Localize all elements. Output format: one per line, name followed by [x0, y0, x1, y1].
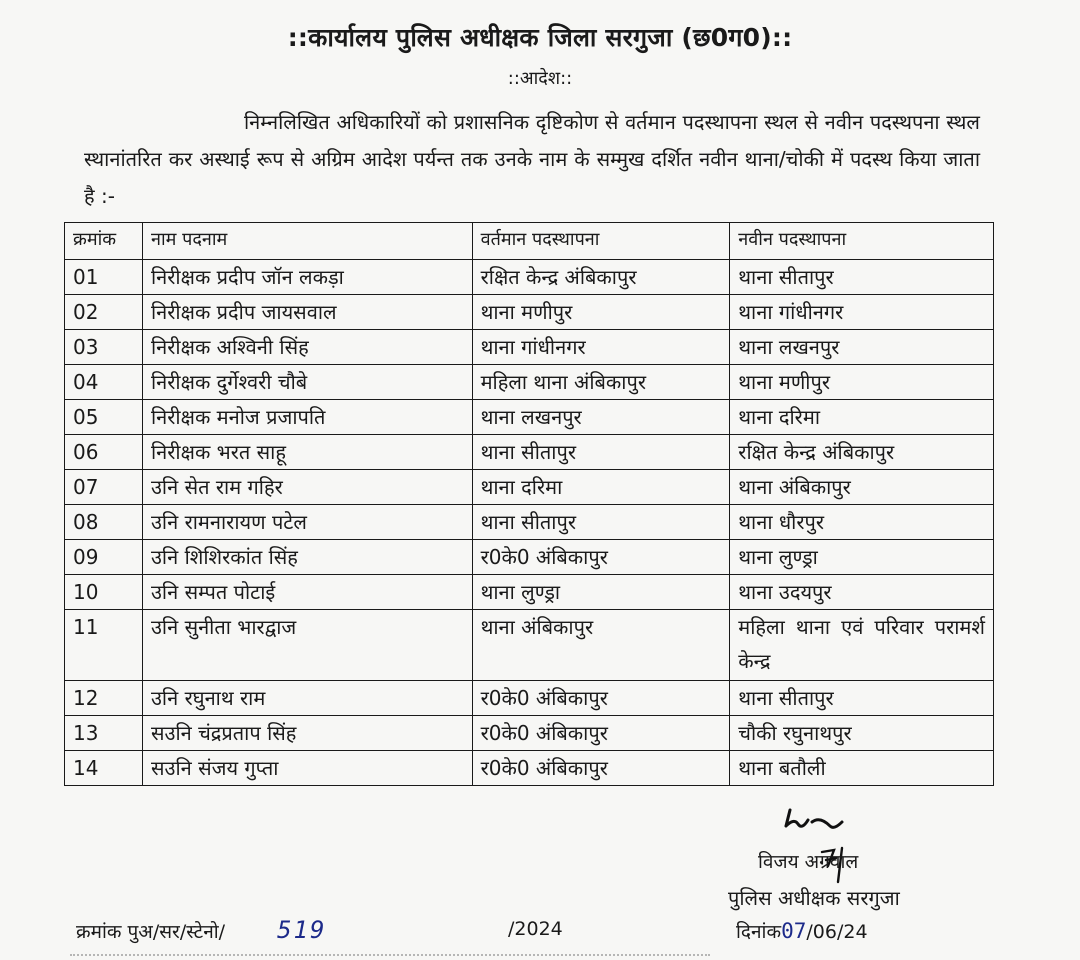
- cell-name: निरीक्षक भरत साहू: [142, 435, 472, 470]
- cell-new: थाना लुण्ड्रा: [730, 540, 994, 575]
- table-row: [65, 435, 994, 470]
- table-row: [65, 540, 994, 575]
- header-current-posting: वर्तमान पदस्थापना: [472, 223, 730, 260]
- cell-new: थाना धौरपुर: [730, 505, 994, 540]
- cell-current: र0के0 अंबिकापुर: [472, 751, 730, 786]
- cell-new: थाना सीतापुर: [730, 260, 994, 295]
- table-header-row: [65, 223, 994, 260]
- cell-current: थाना मणीपुर: [472, 295, 730, 330]
- cell-serial: 08: [65, 505, 143, 540]
- office-title: ::कार्यालय पुलिस अधीक्षक जिला सरगुजा (छ0ग0)::: [287, 23, 793, 52]
- cell-current: र0के0 अंबिकापुर: [472, 540, 730, 575]
- cell-new: रक्षित केन्द्र अंबिकापुर: [730, 435, 994, 470]
- signatory-designation: पुलिस अधीक्षक सरगुजा: [728, 886, 900, 910]
- handwritten-date-day: 07: [781, 919, 807, 943]
- table-row: [65, 716, 994, 751]
- signatory-name: विजय अग्रवाल: [758, 851, 859, 873]
- date-month-year: /06/24: [806, 921, 868, 943]
- cell-name: उनि रामनारायण पटेल: [142, 505, 472, 540]
- table-row: [65, 505, 994, 540]
- cell-current: थाना अंबिकापुर: [472, 610, 730, 681]
- header-serial: क्रमांक: [65, 223, 143, 260]
- cell-name: सउनि चंद्रप्रताप सिंह: [142, 716, 472, 751]
- order-heading: ::आदेश::: [507, 68, 573, 89]
- cell-name: उनि सम्पत पोटाई: [142, 575, 472, 610]
- cell-new: थाना गांधीनगर: [730, 295, 994, 330]
- cell-name: उनि सुनीता भारद्वाज: [142, 610, 472, 681]
- cell-serial: 11: [65, 610, 143, 681]
- table-row: [65, 400, 994, 435]
- cell-serial: 12: [65, 681, 143, 716]
- cell-serial: 07: [65, 470, 143, 505]
- cell-name: सउनि संजय गुप्ता: [142, 751, 472, 786]
- table-row: [65, 470, 994, 505]
- date-label: दिनांक: [736, 921, 782, 943]
- table-row: [65, 365, 994, 400]
- cell-new: महिला थाना एवं परिवार परामर्श केन्द्र: [730, 610, 994, 681]
- cell-current: र0के0 अंबिकापुर: [472, 681, 730, 716]
- cell-new: चौकी रघुनाथपुर: [730, 716, 994, 751]
- cell-serial: 01: [65, 260, 143, 295]
- cell-name: निरीक्षक मनोज प्रजापति: [142, 400, 472, 435]
- cell-name: उनि सेत राम गहिर: [142, 470, 472, 505]
- cell-name: निरीक्षक प्रदीप जॉन लकड़ा: [142, 260, 472, 295]
- order-date: [736, 918, 868, 944]
- cell-name: निरीक्षक दुर्गेश्वरी चौबे: [142, 365, 472, 400]
- cell-current: थाना लखनपुर: [472, 400, 730, 435]
- reference-label: क्रमांक पुअ/सर/स्टेनो/: [76, 921, 226, 943]
- cell-serial: 06: [65, 435, 143, 470]
- cell-serial: 03: [65, 330, 143, 365]
- table-row: [65, 610, 994, 681]
- intro-text: निम्नलिखित अधिकारियों को प्रशासनिक दृष्टिकोण से वर्तमान पदस्थापना स्थल से नवीन पदस्थपना स्थल स्थानांतरित कर अस्थाई रूप से अग्रिम आदेश पर्यन्त तक उनके नाम के सम्मुख दर्शित नवीन थाना/चोकी में पदस्थ किया जाता है :-: [84, 110, 980, 208]
- cell-new: थाना अंबिकापुर: [730, 470, 994, 505]
- table-row: [65, 330, 994, 365]
- cell-current: महिला थाना अंबिकापुर: [472, 365, 730, 400]
- cell-new: थाना लखनपुर: [730, 330, 994, 365]
- reference-number: [76, 916, 326, 944]
- cell-serial: 10: [65, 575, 143, 610]
- reference-year: /2024: [508, 918, 563, 940]
- table-row: [65, 681, 994, 716]
- cell-new: थाना मणीपुर: [730, 365, 994, 400]
- table-row: [65, 295, 994, 330]
- cell-serial: 13: [65, 716, 143, 751]
- cell-current: रक्षित केन्द्र अंबिकापुर: [472, 260, 730, 295]
- cell-current: थाना सीतापुर: [472, 505, 730, 540]
- cell-serial: 05: [65, 400, 143, 435]
- transfer-table: [64, 222, 994, 786]
- cell-current: थाना सीतापुर: [472, 435, 730, 470]
- cell-new: थाना उदयपुर: [730, 575, 994, 610]
- cell-name: निरीक्षक प्रदीप जायसवाल: [142, 295, 472, 330]
- cell-current: थाना दरिमा: [472, 470, 730, 505]
- table-row: [65, 751, 994, 786]
- cell-current: थाना लुण्ड्रा: [472, 575, 730, 610]
- cell-new: थाना दरिमा: [730, 400, 994, 435]
- cell-new: थाना बतौली: [730, 751, 994, 786]
- header-name: नाम पदनाम: [142, 223, 472, 260]
- cell-serial: 14: [65, 751, 143, 786]
- cell-current: थाना गांधीनगर: [472, 330, 730, 365]
- table-row: [65, 260, 994, 295]
- intro-paragraph: [84, 104, 980, 215]
- cell-serial: 09: [65, 540, 143, 575]
- cell-name: निरीक्षक अश्विनी सिंह: [142, 330, 472, 365]
- cell-current: र0के0 अंबिकापुर: [472, 716, 730, 751]
- cell-name: उनि शिशिरकांत सिंह: [142, 540, 472, 575]
- table-row: [65, 575, 994, 610]
- cell-serial: 04: [65, 365, 143, 400]
- header-new-posting: नवीन पदस्थापना: [730, 223, 994, 260]
- cell-new: थाना सीतापुर: [730, 681, 994, 716]
- cell-serial: 02: [65, 295, 143, 330]
- handwritten-reference-number: 519: [277, 916, 327, 944]
- cell-name: उनि रघुनाथ राम: [142, 681, 472, 716]
- cropped-text-line: [70, 954, 710, 960]
